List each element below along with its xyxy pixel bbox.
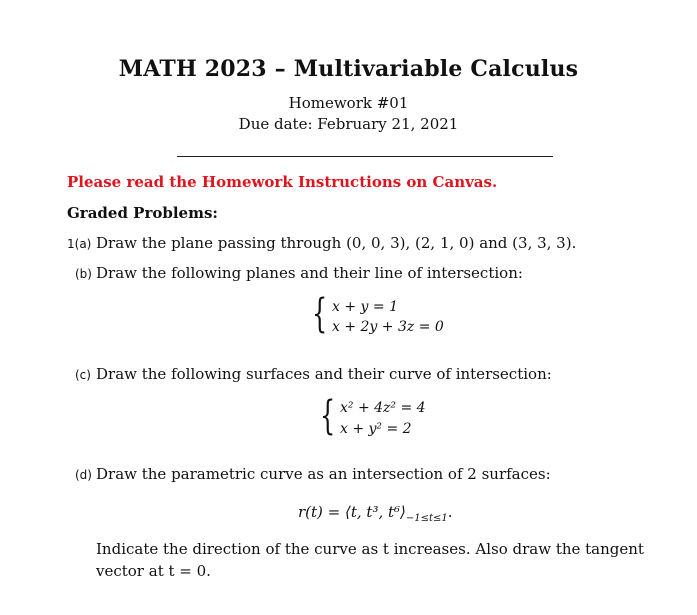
page-title: MATH 2023 – Multivariable Calculus bbox=[118, 56, 579, 82]
equation-b-2: x + 2y + 3z = 0 bbox=[332, 319, 444, 335]
section-title: Graded Problems: bbox=[67, 204, 218, 222]
divider bbox=[177, 156, 553, 157]
equation-b-1: x + y = 1 bbox=[332, 299, 398, 315]
homework-number: Homework #01 bbox=[288, 94, 409, 112]
formula-subscript: −1≤t≤1 bbox=[405, 513, 448, 524]
due-date: Due date: February 21, 2021 bbox=[238, 115, 459, 133]
problem-label-d: (d) bbox=[75, 468, 92, 482]
formula-end: . bbox=[447, 503, 453, 521]
equation-c-2: x + y² = 2 bbox=[340, 421, 412, 437]
problem-text-c: Draw the following surfaces and their curve of intersection: bbox=[96, 365, 552, 383]
formula-main: r(t) = ⟨t, t³, t⁶⟩ bbox=[298, 503, 406, 521]
left-brace: { bbox=[312, 291, 328, 337]
problem-label-b: (b) bbox=[75, 267, 92, 281]
instructions-notice: Please read the Homework Instructions on Canvas. bbox=[67, 173, 498, 191]
equation-c-1: x² + 4z² = 4 bbox=[340, 400, 426, 416]
problem-text-d: Draw the parametric curve as an intersection of 2 surfaces: bbox=[96, 465, 551, 483]
problem-text-b: Draw the following planes and their line of intersection: bbox=[96, 264, 523, 282]
problem-label-c: (c) bbox=[75, 368, 91, 382]
problem-note-d: Indicate the direction of the curve as t increases. Also draw the tangent vector at t = 0. bbox=[96, 540, 644, 580]
problem-label-1a: 1(a) bbox=[67, 237, 92, 251]
parametric-formula bbox=[298, 503, 453, 524]
problem-text-1a: Draw the plane passing through (0, 0, 3), (2, 1, 0) and (3, 3, 3). bbox=[96, 234, 577, 252]
left-brace: { bbox=[320, 393, 336, 439]
